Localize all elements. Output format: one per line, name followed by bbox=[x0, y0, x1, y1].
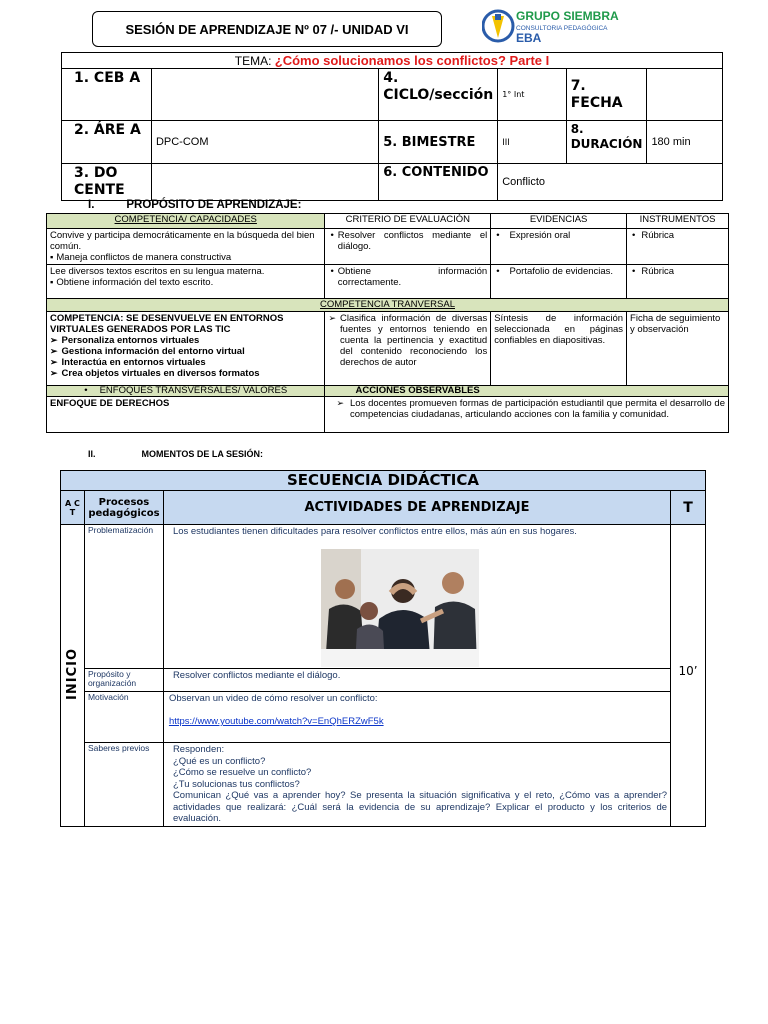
svg-text:CONSULTORIA PEDAGÓGICA: CONSULTORIA PEDAGÓGICA bbox=[516, 25, 608, 32]
evidencia-cell-2: • Portafolio de evidencias. bbox=[491, 265, 627, 299]
criterio-cell-1: • Resolver conflictos mediante el diálogo. bbox=[325, 229, 491, 265]
proceso-motivacion: Motivación bbox=[84, 692, 163, 743]
col-instrumentos: INSTRUMENTOS bbox=[627, 214, 729, 229]
acciones-header: ACCIONES OBSERVABLES bbox=[325, 386, 729, 397]
ciclo-value: 1° Int bbox=[498, 69, 566, 121]
svg-text:EBA: EBA bbox=[516, 31, 542, 45]
col-criterio: CRITERIO DE EVALUACIÓN bbox=[325, 214, 491, 229]
competencia-tic-cell: COMPETENCIA: SE DESENVUELVE EN ENTORNOS VIRTUALES GENERADOS POR LAS TIC ➢ Personaliza entornos virtuales ➢ Gestiona información del entorno virtual ➢ Interactúa en entornos virtuales ➢ Crea objetos virtuales en diversos formatos bbox=[47, 312, 325, 386]
info-table bbox=[61, 52, 723, 201]
evidencia-cell-3: Síntesis de información seleccionada en páginas confiables en diapositivas. bbox=[491, 312, 627, 386]
col-tiempo: T bbox=[671, 491, 706, 525]
tiempo-inicio: 10’ bbox=[671, 525, 706, 827]
competencia-cell-2: Lee diversos textos escritos en su lengua materna. ▪ Obtiene información del texto escrito. bbox=[47, 265, 325, 299]
ciclo-label: 4. CICLO/sección bbox=[379, 69, 498, 121]
bimestre-label: 5. BIMESTRE bbox=[379, 121, 498, 164]
criterio-cell-3: ➢ Clasifica información de diversas fuentes y entornos teniendo en cuenta la pertinencia y exactitud del contenido reconociendo los derechos de autor bbox=[325, 312, 491, 386]
duracion-value: 180 min bbox=[647, 121, 723, 164]
instrumento-cell-3: Ficha de seguimiento y observación bbox=[627, 312, 729, 386]
docente-label: 3. DO CENTE bbox=[62, 164, 152, 201]
acciones-cell: ➢ Los docentes promueven formas de participación estudiantil que permita el desarrollo de competencias ciudadanas, articulando acciones con la familia y comunidad. bbox=[325, 397, 729, 433]
competencia-cell-1: Convive y participa democráticamente en la búsqueda del bien común. ▪ Maneja conflictos de manera constructiva bbox=[47, 229, 325, 265]
actividad-motivacion: Observan un video de cómo resolver un conflicto: https://www.youtube.com/watch?v=EnQhERZwF5k bbox=[163, 692, 670, 743]
session-title-text: SESIÓN DE APRENDIZAJE Nº 07 /- UNIDAD VI bbox=[125, 21, 409, 37]
session-title bbox=[92, 11, 442, 47]
tema-value: ¿Cómo solucionamos los conflictos? Parte I bbox=[274, 53, 550, 68]
ceba-label: 1. CEB A bbox=[62, 69, 152, 121]
ceba-value bbox=[151, 69, 378, 121]
evidencia-cell-1: • Expresión oral bbox=[491, 229, 627, 265]
svg-text:GRUPO SIEMBRA: GRUPO SIEMBRA bbox=[516, 9, 619, 23]
col-evidencias: EVIDENCIAS bbox=[491, 214, 627, 229]
col-procesos: Procesos pedagógicos bbox=[84, 491, 163, 525]
fecha-value bbox=[647, 69, 723, 121]
col-competencia: COMPETENCIA/ CAPACIDADES bbox=[47, 214, 325, 229]
enfoque-derechos-cell: ENFOQUE DE DERECHOS bbox=[47, 397, 325, 433]
proposito-table bbox=[46, 213, 729, 433]
proceso-saberes-previos: Saberes previos bbox=[84, 743, 163, 827]
criterio-cell-2: • Obtiene información correctamente. bbox=[325, 265, 491, 299]
enfoques-header: • ENFOQUES TRANSVERSALES/ VALORES bbox=[47, 386, 325, 397]
competencia-transversal-header: COMPETENCIA TRANVERSAL bbox=[47, 299, 729, 312]
instrumento-cell-1: • Rúbrica bbox=[627, 229, 729, 265]
actividad-saberes-previos: Responden: ¿Qué es un conflicto? ¿Cómo se resuelve un conflicto? ¿Tu solucionas tus conflictos? Comunican ¿Qué vas a aprender hoy? Se presenta la situación significativa y el reto, ¿Cómo vas a aprender? actividades que realizará: ¿Cuál será la evidencia de su aprendizaje? Explicar el producto y los criterios de evaluación. bbox=[163, 743, 670, 827]
conflict-photo bbox=[321, 549, 479, 667]
contenido-value: Conflicto bbox=[498, 164, 723, 201]
section-momentos-heading: II. MOMENTOS DE LA SESIÓN: bbox=[88, 449, 264, 459]
contenido-label: 6. CONTENIDO bbox=[379, 164, 498, 201]
phase-inicio: INICIO bbox=[61, 525, 85, 827]
instrumento-cell-2: • Rúbrica bbox=[627, 265, 729, 299]
secuencia-title: SECUENCIA DIDÁCTICA bbox=[61, 471, 706, 491]
actividad-problematizacion: Los estudiantes tienen dificultades para resolver conflictos entre ellos, más aún en sus hogares. bbox=[163, 525, 670, 669]
actividad-proposito: Resolver conflictos mediante el diálogo. bbox=[163, 669, 670, 692]
tema-cell: TEMA: ¿Cómo solucionamos los conflictos? Parte I bbox=[62, 53, 723, 69]
proceso-proposito: Propósito y organización bbox=[84, 669, 163, 692]
section-proposito-heading: I. PROPÓSITO DE APRENDIZAJE: bbox=[88, 199, 302, 211]
proceso-problematizacion: Problematización bbox=[84, 525, 163, 669]
bimestre-value: III bbox=[498, 121, 566, 164]
grupo-siembra-logo bbox=[482, 6, 632, 46]
col-act: A C T bbox=[61, 491, 85, 525]
docente-value bbox=[151, 164, 378, 201]
secuencia-table bbox=[60, 470, 706, 827]
youtube-video-link[interactable]: https://www.youtube.com/watch?v=EnQhERZwF5k bbox=[168, 716, 384, 727]
duracion-label: 8. DURACIÓN bbox=[566, 121, 647, 164]
area-label: 2. ÁRE A bbox=[62, 121, 152, 164]
col-actividades: ACTIVIDADES DE APRENDIZAJE bbox=[163, 491, 670, 525]
fecha-label: 7. FECHA bbox=[566, 69, 647, 121]
area-value: DPC-COM bbox=[151, 121, 378, 164]
